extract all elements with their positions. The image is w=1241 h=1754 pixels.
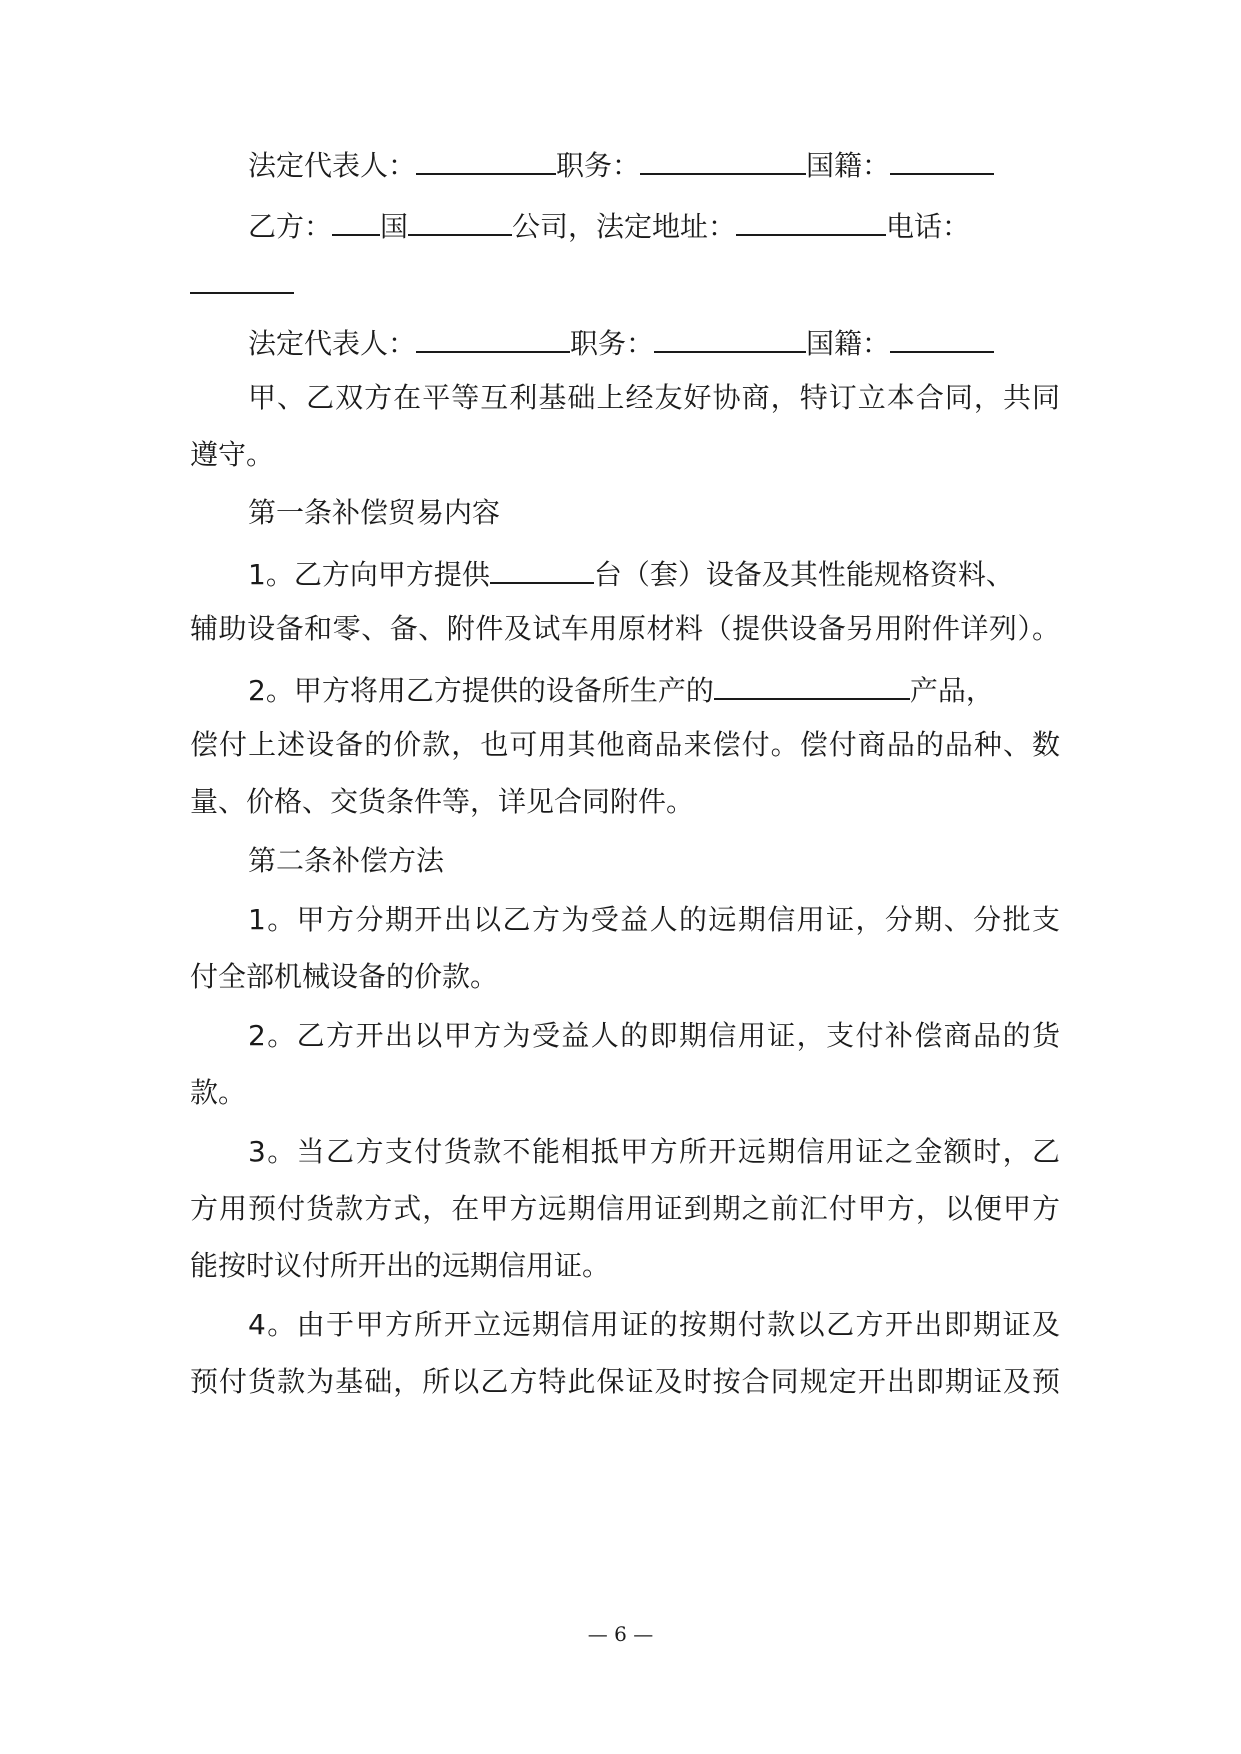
title-label: 职务： (556, 149, 641, 182)
phone-blank (190, 264, 294, 294)
page-number: — 6 — (587, 1622, 654, 1646)
nationality-blank (890, 323, 994, 353)
rep-line-2 (248, 323, 1060, 362)
article-1-title: 第一条补偿贸易内容 (248, 496, 501, 529)
item-text: 2。甲方将用乙方提供的设备所生产的 (248, 674, 714, 707)
article-2-item-3-line-1: 3。当乙方支付货款不能相抵甲方所开远期信用证之金额时，乙 (248, 1135, 1060, 1168)
rep-line-1 (248, 145, 1060, 184)
rep-blank (416, 145, 556, 175)
article-2-title: 第二条补偿方法 (248, 844, 445, 877)
address-label: 公司，法定地址： (512, 210, 737, 243)
article-2-item-3-line-2: 方用预付货款方式，在甲方远期信用证到期之前汇付甲方，以便甲方 (190, 1192, 1060, 1225)
article-1-item-2-line-2: 偿付上述设备的价款，也可用其他商品来偿付。偿付商品的品种、数 (190, 728, 1060, 761)
article-1-item-2-line-3: 量、价格、交货条件等，详见合同附件。 (190, 785, 695, 818)
title-label: 职务： (570, 327, 655, 360)
party-b-line (248, 206, 1060, 245)
article-1-item-1-line-1 (248, 554, 1060, 593)
address-blank (736, 206, 886, 236)
article-2-item-1-line-2: 付全部机械设备的价款。 (190, 960, 499, 993)
party-b-label: 乙方： (248, 210, 333, 243)
title-blank (640, 145, 806, 175)
item-text: 产品， (909, 674, 994, 707)
rep-label: 法定代表人： (248, 327, 417, 360)
intro-line-2: 遵守。 (190, 438, 275, 471)
country-label: 国 (380, 210, 409, 243)
article-1-item-1-line-2: 辅助设备和零、备、附件及试车用原材料（提供设备另用附件详列）。 (190, 612, 1060, 645)
article-2-item-2-line-2: 款。 (190, 1076, 247, 1109)
title-blank (654, 323, 806, 353)
article-2-item-4-line-2: 预付货款为基础，所以乙方特此保证及时按合同规定开出即期证及预 (190, 1365, 1060, 1398)
article-2-item-2-line-1: 2。乙方开出以甲方为受益人的即期信用证，支付补偿商品的货 (248, 1019, 1060, 1052)
item-text: 台（套）设备及其性能规格资料、 (593, 558, 1014, 591)
article-2-item-3-line-3: 能按时议付所开出的远期信用证。 (190, 1249, 611, 1282)
article-2-item-4-line-1: 4。由于甲方所开立远期信用证的按期付款以乙方开出即期证及 (248, 1308, 1060, 1341)
article-2-item-1-line-1: 1。甲方分期开出以乙方为受益人的远期信用证，分期、分批支 (248, 903, 1060, 936)
article-1-item-2-line-1 (248, 670, 1060, 709)
rep-blank (416, 323, 570, 353)
item-text: 1。乙方向甲方提供 (248, 558, 490, 591)
nationality-blank (890, 145, 994, 175)
nationality-label: 国籍： (806, 327, 891, 360)
intro-line-1: 甲、乙双方在平等互利基础上经友好协商，特订立本合同，共同 (248, 381, 1060, 414)
rep-label: 法定代表人： (248, 149, 417, 182)
nationality-label: 国籍： (806, 149, 891, 182)
company-blank (408, 206, 512, 236)
quantity-blank (490, 554, 594, 584)
phone-label: 电话： (886, 210, 971, 243)
country-blank (332, 206, 380, 236)
product-blank (714, 670, 910, 700)
phone-blank-line (190, 264, 1060, 303)
